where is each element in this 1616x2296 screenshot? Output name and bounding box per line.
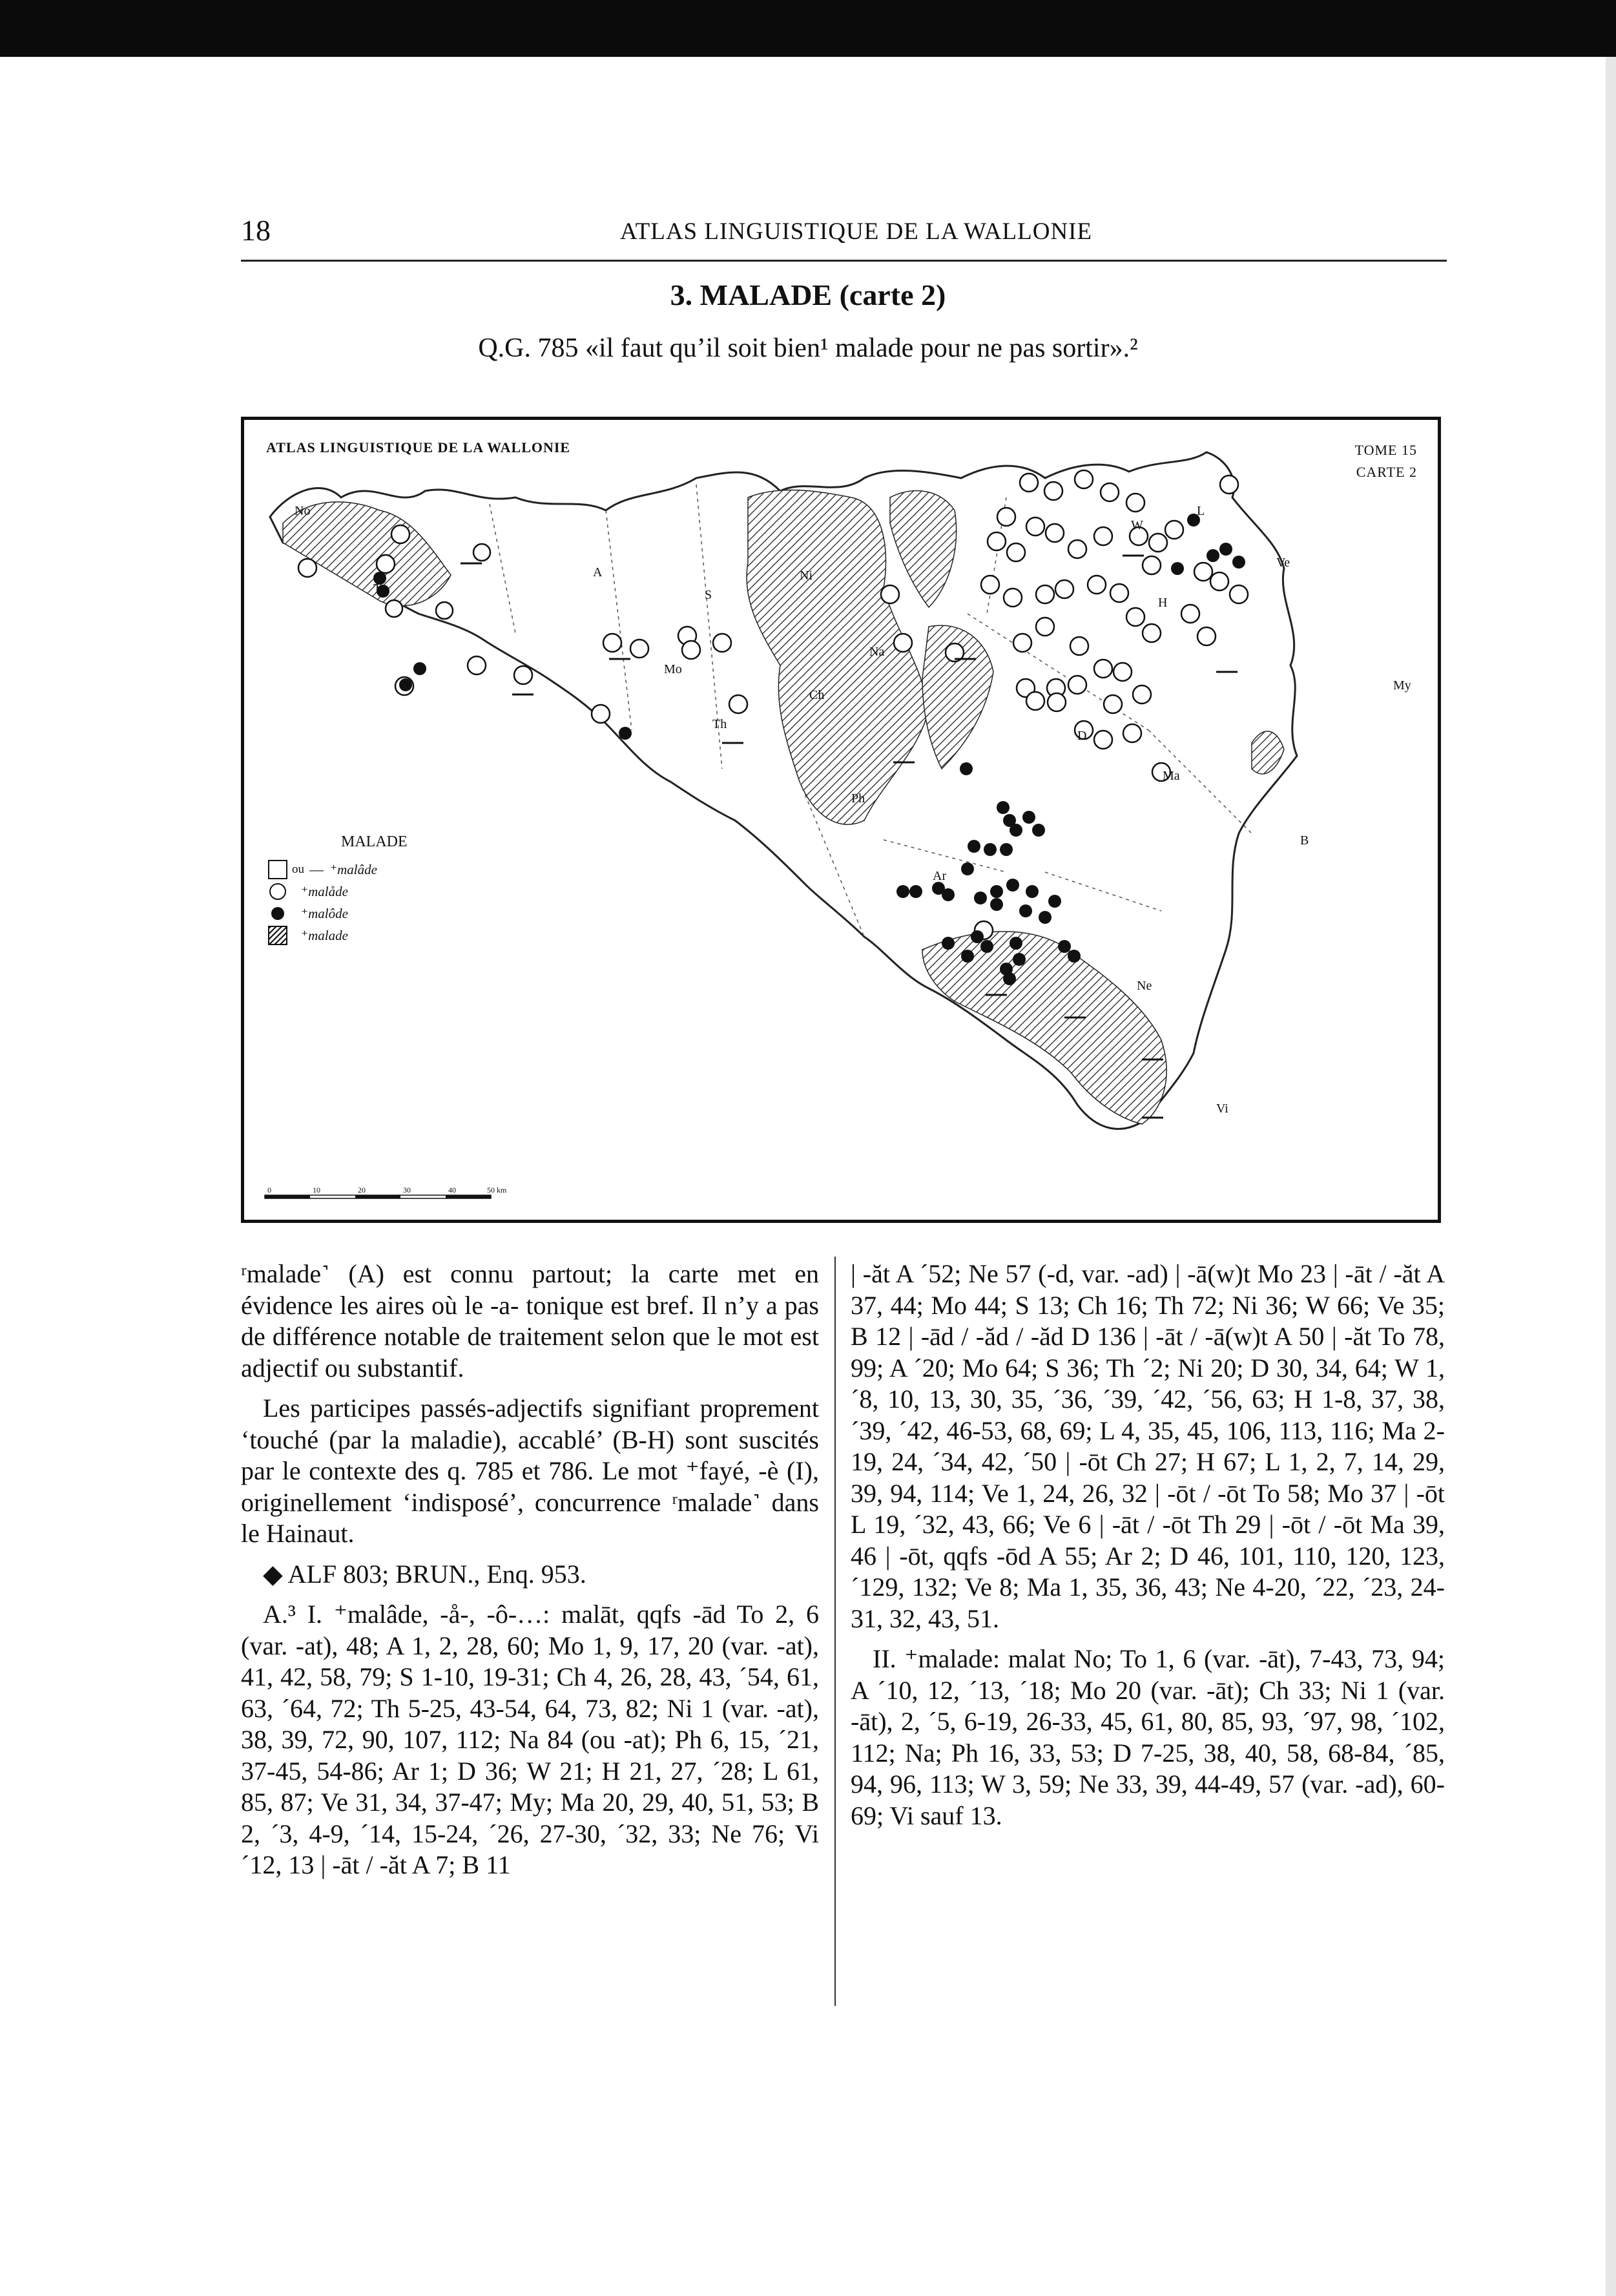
region-label-d: D	[1077, 729, 1087, 743]
scale-tick-30: 30	[403, 1185, 411, 1195]
scale-tick-50: 50 km	[487, 1185, 507, 1195]
paragraph: II. ⁺malade: malat No; To 1, 6 (var. -āt), 7-43, 73, 94; A ´10, 12, ´13, ´18; Mo 20 (var. -āt); Ch 33; Ni 1 (var. -āt), 2, ´5, 6-19, 26-33, 45, 61, 80, 85, 93, ´97, 98, ´102, 112; Na; Ph 16, 33, 53; D 7-25, 38, 40, 58, 68-84, ´85, 94, 96, 113; W 3, 59; Ne 33, 39, 44-49, 57 (var. -ad), 60-69; Vi sauf 13.	[851, 1644, 1445, 1830]
region-label-b: B	[1300, 833, 1309, 848]
scale-tick-20: 20	[358, 1185, 366, 1195]
region-label-ph: Ph	[851, 791, 865, 806]
legend-label: ⁺malôde	[301, 905, 348, 921]
running-title: ATLAS LINGUISTIQUE DE LA WALLONIE	[620, 218, 1093, 245]
region-label-ni: Ni	[800, 569, 813, 583]
region-label-ma: Ma	[1163, 769, 1180, 783]
region-label-ve: Ve	[1276, 556, 1290, 570]
paragraph: A.³ I. ⁺malâde, -å-, -ô-…: malāt, qqfs -ād To 2, 6 (var. -at), 48; A 1, 2, 28, 60; Mo 1, 9, 17, 20 (var. -at), 41, 42, 58, 79; S 1-10, 19-31; Ch 4, 26, 28, 43, ´54, 61, 63, ´64, 72; Th 5-25, 43-54, 64, 73, 82; Ni 1 (var. -at), 38, 39, 72, 90, 107, 112; Na 84 (ou -at); Ph 6, 15, ´21, 37-45, 54-86; Ar 1; D 36; W 21; H 21, 27, ´28; L 61, 85, 87; Ve 31, 34, 37-47; My; Ma 20, 29, 40, 51, 53; B 2, ´3, 4-9, ´14, 15-24, ´26, 27-30, ´32, 33; Ne 76; Vi ´12, 13 | -āt / -ăt A 7; B 11	[241, 1600, 819, 1879]
dash-icon: —	[309, 861, 324, 877]
region-label-to: To	[373, 581, 387, 596]
region-label-ch: Ch	[809, 688, 825, 702]
linguistic-map	[241, 417, 1441, 1223]
region-label-l: L	[1197, 504, 1205, 518]
region-label-w: W	[1131, 518, 1143, 532]
column-divider	[834, 1257, 836, 2006]
square-icon	[266, 860, 289, 879]
scale-bar	[265, 1195, 491, 1198]
legend-or: ou	[292, 862, 304, 876]
region-label-no: No	[295, 504, 311, 518]
map-carte-label: CARTE 2	[1356, 464, 1417, 480]
region-label-s: S	[705, 588, 712, 602]
map-legend	[266, 833, 460, 946]
scale-tick-40: 40	[448, 1185, 456, 1195]
header-rule	[241, 260, 1447, 262]
text-column-right	[851, 1258, 1445, 1841]
legend-row-malade-long	[266, 859, 460, 881]
region-label-mo: Mo	[664, 662, 682, 676]
filled-dot-icon	[266, 907, 289, 920]
region-label-a: A	[593, 565, 603, 579]
legend-title: MALADE	[341, 833, 408, 850]
scale-tick-10: 10	[313, 1185, 320, 1195]
article-title: 3. MALADE (carte 2)	[670, 278, 946, 311]
open-circle-icon	[266, 883, 289, 900]
legend-row-malade-short	[266, 924, 460, 946]
scale-tick-0: 0	[267, 1185, 271, 1195]
page-number: 18	[241, 214, 271, 247]
region-label-ne: Ne	[1137, 979, 1152, 993]
region-label-vi: Vi	[1216, 1101, 1228, 1116]
references-line: ◆ ALF 803; BRUN., Enq. 953.	[263, 1559, 586, 1589]
region-label-my: My	[1393, 678, 1411, 693]
legend-label: ⁺malåde	[301, 883, 348, 899]
legend-label: ⁺malade	[301, 927, 348, 943]
legend-row-malade-o	[266, 903, 460, 924]
map-drawing	[244, 420, 1438, 1220]
map-tome-label: TOME 15	[1354, 442, 1417, 458]
paragraph: Les participes passés-adjectifs signifiant proprement ‘touché (par la maladie), accablé’ (B-H) sont suscités par le contexte des q. 785 et 786. Le mot ⁺fayé, -è (I), originellement ‘indisposé’, concurrence ʳmalade˺ dans le Hainaut.	[241, 1393, 819, 1548]
question-line: Q.G. 785 «il faut qu’il soit bien¹ malade pour ne pas sortir».²	[478, 333, 1138, 363]
region-label-na: Na	[869, 645, 885, 659]
scan-top-border	[0, 0, 1616, 57]
scan-right-edge	[1606, 57, 1616, 2296]
map-atlas-label: ATLAS LINGUISTIQUE DE LA WALLONIE	[266, 439, 571, 455]
text-column-left	[241, 1258, 819, 1890]
paragraph: ʳmalade˺ (A) est connu partout; la carte met en évidence les aires où le -a- tonique est bref. Il n’y a pas de différence notable de traitement selon que le mot est adjectif ou substantif.	[241, 1259, 819, 1383]
region-label-ar: Ar	[933, 869, 947, 883]
region-label-th: Th	[712, 717, 727, 731]
region-label-h: H	[1158, 596, 1168, 610]
hatched-square-icon	[266, 926, 289, 945]
legend-label: ⁺malâde	[330, 861, 377, 877]
paragraph: | -ăt A ´52; Ne 57 (-d, var. -ad) | -ā(w)t Mo 23 | -āt / -ăt A 37, 44; Mo 44; S 13; Ch 16; Th 72; Ni 36; W 66; Ve 35; B 12 | -ād / -ăd / -ăd D 136 | -āt / -ā(w)t A 50 | -ăt To 78, 99; A ´20; Mo 64; S 36; Th ´2; Ni 20; D 30, 34, 64; W 1, ´8, 10, 13, 30, 35, ´36, ´39, ´42, ´56, 63; H 1-8, 37, 38, ´39, ´42, 46-53, 68, 69; L 4, 35, 45, 106, 113, 116; Ma 2-19, 24, ´34, 42, ´50 | -ōt Ch 27; H 67; L 1, 2, 7, 14, 29, 39, 94, 114; Ve 1, 24, 26, 32 | -ōt / -ōt To 58; Mo 37 | -ōt L 19, ´32, 43, 66; Ve 6 | -āt / -ōt Th 29 | -ōt / -ōt Ma 39, 46 | -ōt, qqfs -ōd A 55; Ar 2; D 46, 101, 110, 120, 123, ´129, 132; Ve 8; Ma 1, 35, 36, 43; Ne 4-20, ´22, ´23, 24-31, 32, 43, 51.	[851, 1259, 1445, 1633]
legend-row-malade-a	[266, 881, 460, 903]
